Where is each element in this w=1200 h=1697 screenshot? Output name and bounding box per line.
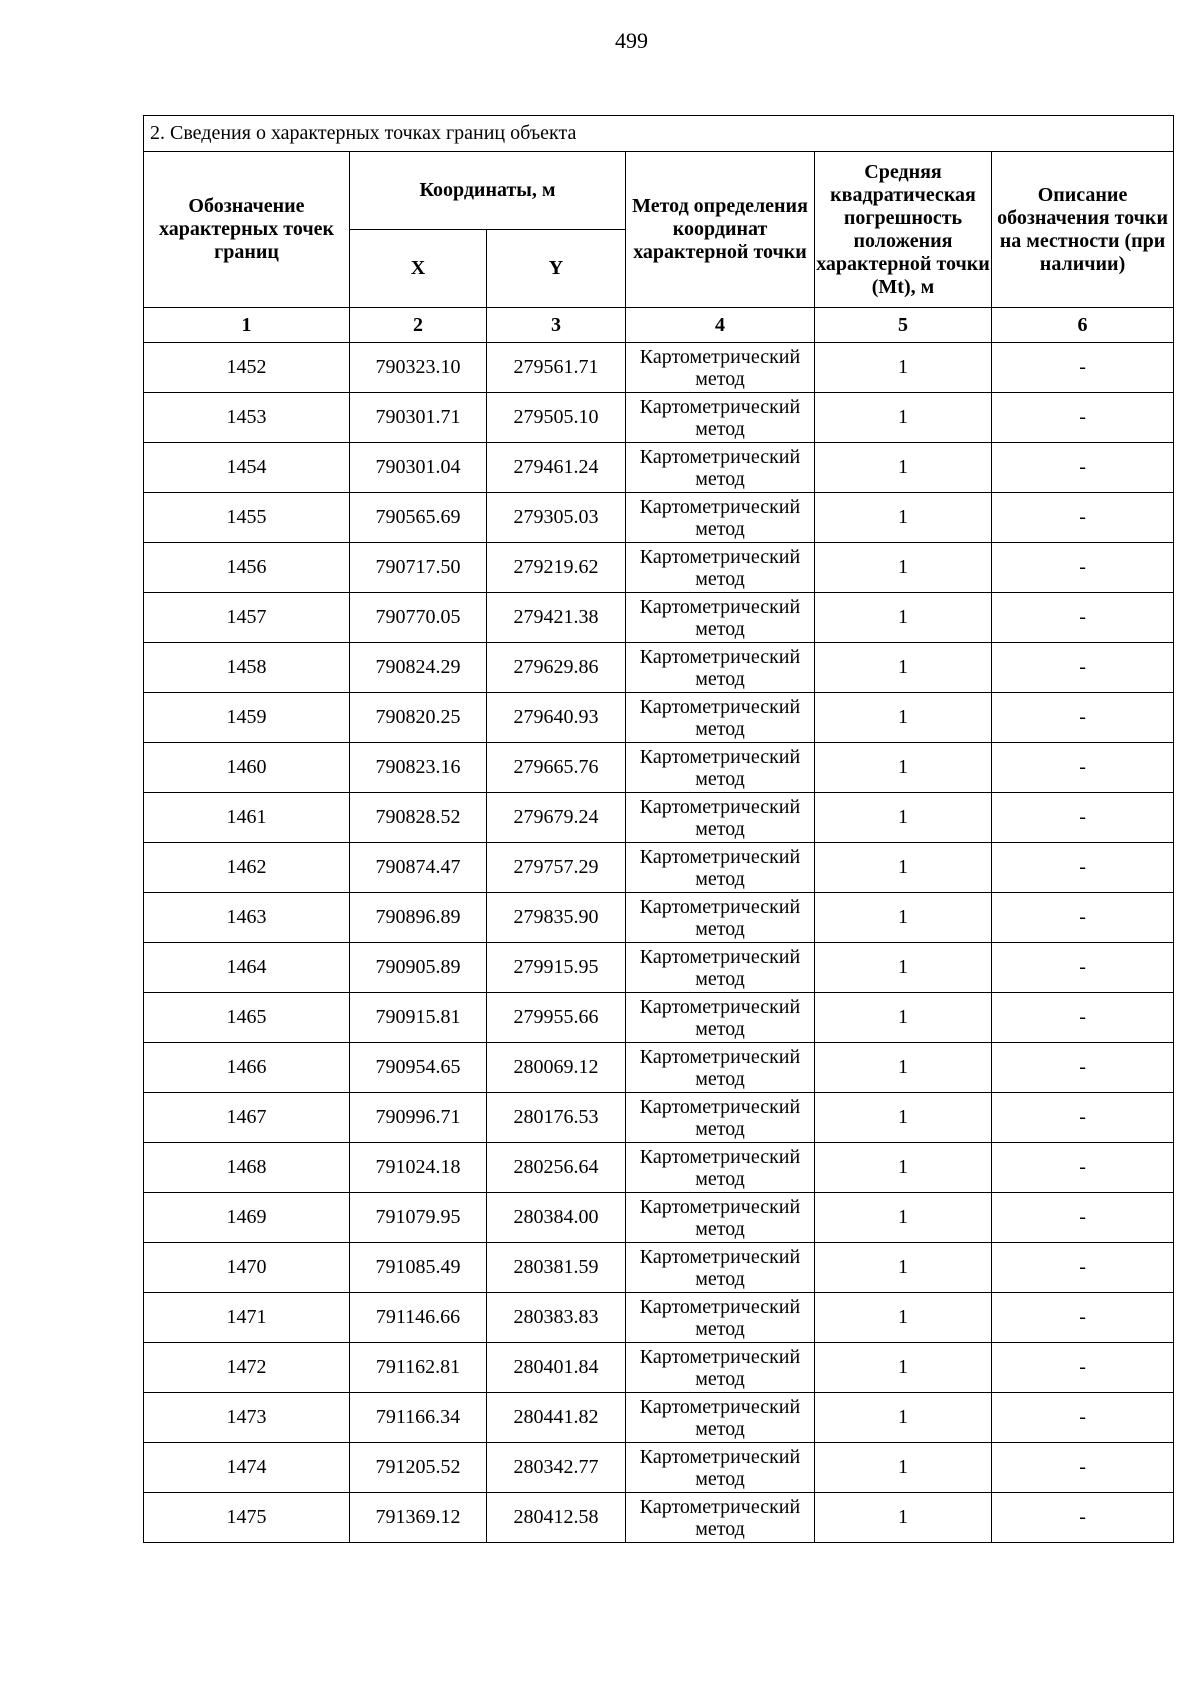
description-cell: -: [992, 493, 1174, 543]
error-cell: 1: [815, 493, 992, 543]
method-line-2: метод: [695, 517, 745, 540]
description-cell: -: [992, 593, 1174, 643]
method-cell: [626, 693, 815, 743]
method-cell: [626, 343, 815, 393]
method-line-2: метод: [695, 817, 745, 840]
x-coordinate-cell: 790874.47: [350, 843, 487, 893]
point-cell: 1473: [144, 1393, 350, 1443]
method-cell: [626, 1193, 815, 1243]
description-cell: -: [992, 743, 1174, 793]
method-line-1: Картометрический: [639, 945, 801, 968]
table-body: [144, 343, 1174, 1543]
description-cell: -: [992, 793, 1174, 843]
description-cell: -: [992, 1493, 1174, 1543]
table-row: [144, 693, 1174, 743]
table-row: [144, 1443, 1174, 1493]
table-row: [144, 393, 1174, 443]
description-cell: -: [992, 1143, 1174, 1193]
x-coordinate-cell: 790824.29: [350, 643, 487, 693]
description-cell: -: [992, 1393, 1174, 1443]
description-cell: -: [992, 993, 1174, 1043]
method-cell: [626, 943, 815, 993]
error-cell: 1: [815, 943, 992, 993]
point-cell: 1463: [144, 893, 350, 943]
description-cell: -: [992, 643, 1174, 693]
boundary-points-table: [143, 115, 1174, 1543]
x-coordinate-cell: 790323.10: [350, 343, 487, 393]
error-cell: 1: [815, 993, 992, 1043]
header-description: Описание обозначения точки на местности (при наличии): [992, 152, 1174, 308]
error-cell: 1: [815, 1143, 992, 1193]
x-coordinate-cell: 791205.52: [350, 1443, 487, 1493]
x-coordinate-cell: 790828.52: [350, 793, 487, 843]
method-line-2: метод: [695, 667, 745, 690]
method-cell: [626, 1493, 815, 1543]
method-cell: [626, 493, 815, 543]
method-cell: [626, 443, 815, 493]
error-cell: 1: [815, 743, 992, 793]
column-number: 6: [992, 308, 1174, 343]
y-coordinate-cell: 280401.84: [487, 1343, 626, 1393]
y-coordinate-cell: 279640.93: [487, 693, 626, 743]
point-cell: 1464: [144, 943, 350, 993]
table-row: [144, 343, 1174, 393]
point-cell: 1469: [144, 1193, 350, 1243]
point-cell: 1456: [144, 543, 350, 593]
y-coordinate-cell: 280256.64: [487, 1143, 626, 1193]
method-line-1: Картометрический: [639, 795, 801, 818]
column-number: 5: [815, 308, 992, 343]
table-row: [144, 1093, 1174, 1143]
error-cell: 1: [815, 1293, 992, 1343]
method-line-2: метод: [695, 1167, 745, 1190]
x-coordinate-cell: 790905.89: [350, 943, 487, 993]
x-coordinate-cell: 790915.81: [350, 993, 487, 1043]
table-row: [144, 1193, 1174, 1243]
point-cell: 1467: [144, 1093, 350, 1143]
point-cell: 1462: [144, 843, 350, 893]
error-cell: 1: [815, 693, 992, 743]
method-line-2: метод: [695, 1517, 745, 1540]
error-cell: 1: [815, 643, 992, 693]
method-cell: [626, 793, 815, 843]
method-line-1: Картометрический: [639, 1245, 801, 1268]
method-cell: [626, 1143, 815, 1193]
column-number: 4: [626, 308, 815, 343]
table-row: [144, 793, 1174, 843]
point-cell: 1459: [144, 693, 350, 743]
method-line-2: метод: [695, 1117, 745, 1140]
point-cell: 1461: [144, 793, 350, 843]
column-number: 1: [144, 308, 350, 343]
x-coordinate-cell: 791024.18: [350, 1143, 487, 1193]
y-coordinate-cell: 279835.90: [487, 893, 626, 943]
table-row: [144, 443, 1174, 493]
table-row: [144, 1043, 1174, 1093]
method-cell: [626, 843, 815, 893]
method-line-1: Картометрический: [639, 1045, 801, 1068]
point-cell: 1468: [144, 1143, 350, 1193]
y-coordinate-cell: 279305.03: [487, 493, 626, 543]
method-line-1: Картометрический: [639, 1495, 801, 1518]
y-coordinate-cell: 279665.76: [487, 743, 626, 793]
x-coordinate-cell: 790565.69: [350, 493, 487, 543]
description-cell: -: [992, 693, 1174, 743]
y-coordinate-cell: 279955.66: [487, 993, 626, 1043]
error-cell: 1: [815, 343, 992, 393]
point-cell: 1452: [144, 343, 350, 393]
error-cell: 1: [815, 1043, 992, 1093]
error-cell: 1: [815, 1393, 992, 1443]
method-cell: [626, 1443, 815, 1493]
y-coordinate-cell: 279219.62: [487, 543, 626, 593]
method-line-2: метод: [695, 1367, 745, 1390]
method-line-1: Картометрический: [639, 345, 801, 368]
method-cell: [626, 1243, 815, 1293]
header-error: Средняя квадратическая погрешность положения характерной точки (Mt), м: [815, 152, 992, 308]
method-line-2: метод: [695, 367, 745, 390]
method-line-2: метод: [695, 967, 745, 990]
method-cell: [626, 743, 815, 793]
method-line-2: метод: [695, 1067, 745, 1090]
table-row: [144, 1143, 1174, 1193]
x-coordinate-cell: 791166.34: [350, 1393, 487, 1443]
x-coordinate-cell: 791085.49: [350, 1243, 487, 1293]
method-line-2: метод: [695, 1317, 745, 1340]
method-cell: [626, 1093, 815, 1143]
method-line-1: Картометрический: [639, 445, 801, 468]
y-coordinate-cell: 280412.58: [487, 1493, 626, 1543]
table-row: [144, 1343, 1174, 1393]
method-line-1: Картометрический: [639, 545, 801, 568]
y-coordinate-cell: 279915.95: [487, 943, 626, 993]
description-cell: -: [992, 1243, 1174, 1293]
point-cell: 1453: [144, 393, 350, 443]
table-row: [144, 843, 1174, 893]
method-line-1: Картометрический: [639, 1095, 801, 1118]
table-row: [144, 893, 1174, 943]
method-line-2: метод: [695, 1217, 745, 1240]
method-line-2: метод: [695, 617, 745, 640]
y-coordinate-cell: 280384.00: [487, 1193, 626, 1243]
y-coordinate-cell: 280383.83: [487, 1293, 626, 1343]
method-line-1: Картометрический: [639, 595, 801, 618]
method-line-1: Картометрический: [639, 1295, 801, 1318]
y-coordinate-cell: 279505.10: [487, 393, 626, 443]
method-line-2: метод: [695, 767, 745, 790]
point-cell: 1475: [144, 1493, 350, 1543]
error-cell: 1: [815, 393, 992, 443]
point-cell: 1466: [144, 1043, 350, 1093]
y-coordinate-cell: 280441.82: [487, 1393, 626, 1443]
point-cell: 1458: [144, 643, 350, 693]
description-cell: -: [992, 1093, 1174, 1143]
x-coordinate-cell: 790896.89: [350, 893, 487, 943]
y-coordinate-cell: 280069.12: [487, 1043, 626, 1093]
x-coordinate-cell: 790996.71: [350, 1093, 487, 1143]
table-row: [144, 1393, 1174, 1443]
y-coordinate-cell: 279561.71: [487, 343, 626, 393]
error-cell: 1: [815, 1493, 992, 1543]
method-cell: [626, 543, 815, 593]
error-cell: 1: [815, 543, 992, 593]
description-cell: -: [992, 893, 1174, 943]
method-line-2: метод: [695, 1267, 745, 1290]
point-cell: 1474: [144, 1443, 350, 1493]
column-number-row: [144, 308, 1174, 343]
method-line-1: Картометрический: [639, 1395, 801, 1418]
method-line-2: метод: [695, 1017, 745, 1040]
method-line-2: метод: [695, 567, 745, 590]
table-row: [144, 643, 1174, 693]
point-cell: 1470: [144, 1243, 350, 1293]
x-coordinate-cell: 791162.81: [350, 1343, 487, 1393]
method-line-1: Картометрический: [639, 895, 801, 918]
x-coordinate-cell: 790301.04: [350, 443, 487, 493]
table-row: [144, 543, 1174, 593]
description-cell: -: [992, 1443, 1174, 1493]
description-cell: -: [992, 843, 1174, 893]
column-number: 2: [350, 308, 487, 343]
x-coordinate-cell: 790820.25: [350, 693, 487, 743]
method-line-1: Картометрический: [639, 1195, 801, 1218]
method-line-1: Картометрический: [639, 645, 801, 668]
y-coordinate-cell: 280342.77: [487, 1443, 626, 1493]
point-cell: 1454: [144, 443, 350, 493]
method-line-2: метод: [695, 1467, 745, 1490]
y-coordinate-cell: 279421.38: [487, 593, 626, 643]
description-cell: -: [992, 543, 1174, 593]
point-cell: 1460: [144, 743, 350, 793]
method-line-1: Картометрический: [639, 1345, 801, 1368]
x-coordinate-cell: 790770.05: [350, 593, 487, 643]
table-row: [144, 1243, 1174, 1293]
x-coordinate-cell: 790717.50: [350, 543, 487, 593]
description-cell: -: [992, 943, 1174, 993]
table-row: [144, 493, 1174, 543]
header-x: X: [350, 230, 487, 308]
description-cell: -: [992, 1293, 1174, 1343]
table-caption: 2. Сведения о характерных точках границ объекта: [144, 116, 1174, 152]
method-line-2: метод: [695, 717, 745, 740]
y-coordinate-cell: 279461.24: [487, 443, 626, 493]
error-cell: 1: [815, 893, 992, 943]
method-line-2: метод: [695, 867, 745, 890]
method-cell: [626, 643, 815, 693]
description-cell: -: [992, 1343, 1174, 1393]
method-cell: [626, 593, 815, 643]
description-cell: -: [992, 393, 1174, 443]
error-cell: 1: [815, 1193, 992, 1243]
method-cell: [626, 393, 815, 443]
method-line-1: Картометрический: [639, 395, 801, 418]
point-cell: 1455: [144, 493, 350, 543]
column-number: 3: [487, 308, 626, 343]
error-cell: 1: [815, 1093, 992, 1143]
point-cell: 1471: [144, 1293, 350, 1343]
error-cell: 1: [815, 1343, 992, 1393]
method-line-1: Картометрический: [639, 995, 801, 1018]
x-coordinate-cell: 790301.71: [350, 393, 487, 443]
x-coordinate-cell: 791146.66: [350, 1293, 487, 1343]
method-line-1: Картометрический: [639, 1445, 801, 1468]
method-cell: [626, 893, 815, 943]
y-coordinate-cell: 280381.59: [487, 1243, 626, 1293]
table-row: [144, 993, 1174, 1043]
error-cell: 1: [815, 793, 992, 843]
point-cell: 1465: [144, 993, 350, 1043]
method-line-2: метод: [695, 417, 745, 440]
point-cell: 1457: [144, 593, 350, 643]
method-cell: [626, 1343, 815, 1393]
error-cell: 1: [815, 1443, 992, 1493]
method-cell: [626, 1393, 815, 1443]
error-cell: 1: [815, 1243, 992, 1293]
page-number: 499: [615, 28, 648, 53]
error-cell: 1: [815, 443, 992, 493]
header-method: Метод определения координат характерной точки: [626, 152, 815, 308]
method-line-2: метод: [695, 1417, 745, 1440]
y-coordinate-cell: 280176.53: [487, 1093, 626, 1143]
method-line-1: Картометрический: [639, 695, 801, 718]
point-cell: 1472: [144, 1343, 350, 1393]
method-line-2: метод: [695, 467, 745, 490]
table-row: [144, 743, 1174, 793]
error-cell: 1: [815, 843, 992, 893]
method-cell: [626, 1293, 815, 1343]
description-cell: -: [992, 343, 1174, 393]
description-cell: -: [992, 1043, 1174, 1093]
method-line-1: Картометрический: [639, 1145, 801, 1168]
method-line-2: метод: [695, 917, 745, 940]
method-line-1: Картометрический: [639, 495, 801, 518]
description-cell: -: [992, 1193, 1174, 1243]
y-coordinate-cell: 279679.24: [487, 793, 626, 843]
header-coordinates: Координаты, м: [350, 152, 626, 230]
method-line-1: Картометрический: [639, 845, 801, 868]
description-cell: -: [992, 443, 1174, 493]
error-cell: 1: [815, 593, 992, 643]
header-designation: Обозначение характерных точек границ: [144, 152, 350, 308]
x-coordinate-cell: 791369.12: [350, 1493, 487, 1543]
table-row: [144, 943, 1174, 993]
x-coordinate-cell: 790823.16: [350, 743, 487, 793]
x-coordinate-cell: 791079.95: [350, 1193, 487, 1243]
method-line-1: Картометрический: [639, 745, 801, 768]
table-row: [144, 1493, 1174, 1543]
method-cell: [626, 993, 815, 1043]
method-cell: [626, 1043, 815, 1093]
table-row: [144, 1293, 1174, 1343]
y-coordinate-cell: 279629.86: [487, 643, 626, 693]
y-coordinate-cell: 279757.29: [487, 843, 626, 893]
header-y: Y: [487, 230, 626, 308]
x-coordinate-cell: 790954.65: [350, 1043, 487, 1093]
table-row: [144, 593, 1174, 643]
